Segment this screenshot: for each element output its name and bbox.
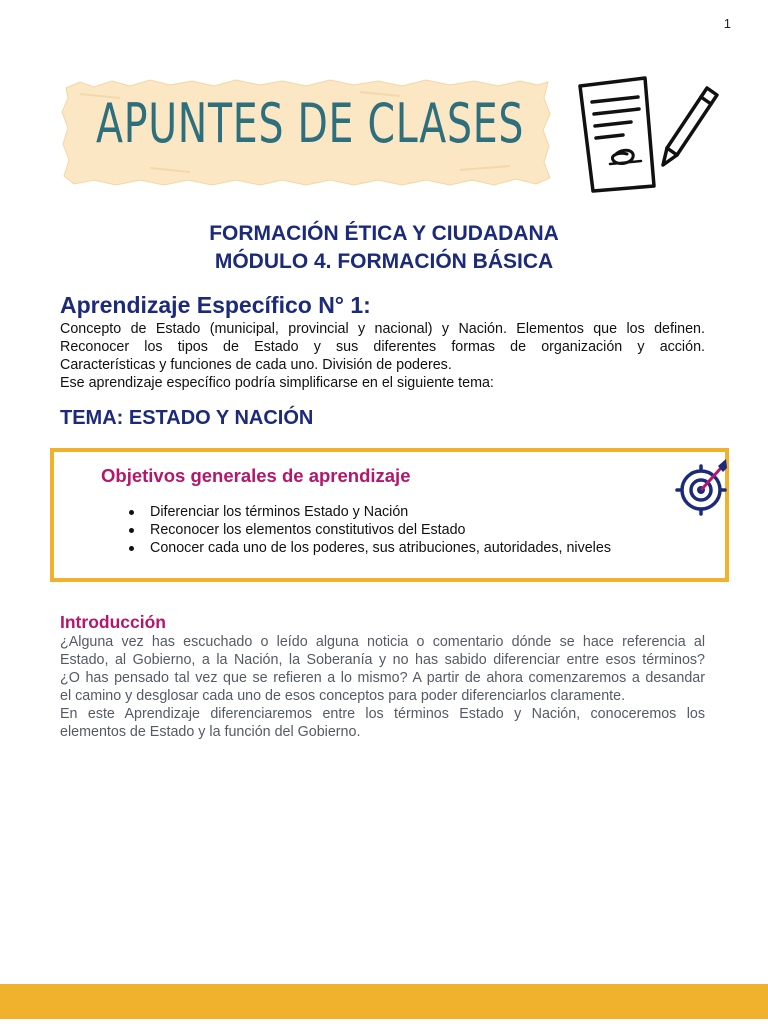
- intro-heading: Introducción: [60, 612, 166, 632]
- learning-description: [60, 320, 705, 392]
- notes-pencil-icon: [575, 74, 720, 196]
- learning-line: Características y funciones de cada uno. División de poderes.: [60, 357, 452, 373]
- intro-paragraph: [60, 633, 705, 741]
- objectives-list: [150, 503, 611, 557]
- objectives-title: Objetivos generales de aprendizaje: [101, 465, 411, 486]
- page-number: 1: [723, 16, 731, 31]
- intro-line: Estado, al Gobierno, a la Nación, la Soberanía y no has sabido diferenciar entre esos términos?: [60, 652, 705, 668]
- target-icon: [675, 456, 731, 518]
- learning-line: Concepto de Estado (municipal, provincial y nacional) y Nación. Elementos que los definen.: [60, 321, 705, 337]
- intro-line: elementos de Estado y la función del Gobierno.: [60, 724, 361, 740]
- banner-title: APUNTES DE CLASES: [96, 92, 525, 155]
- learning-line: Reconocer los tipos de Estado y sus diferentes formas de organización y acción.: [60, 339, 705, 355]
- topic-heading: TEMA: ESTADO Y NACIÓN: [60, 407, 314, 429]
- objective-item: Reconocer los elementos constitutivos del Estado: [150, 521, 611, 539]
- objective-item: Conocer cada uno de los poderes, sus atribuciones, autoridades, niveles: [150, 540, 611, 556]
- objectives-box: [50, 448, 729, 582]
- footer-bar: [0, 984, 768, 1019]
- objective-item: Diferenciar los términos Estado y Nación: [150, 503, 611, 521]
- learning-heading: Aprendizaje Específico N° 1:: [60, 292, 371, 318]
- module-title: MÓDULO 4. FORMACIÓN BÁSICA: [214, 250, 554, 273]
- learning-line: Ese aprendizaje específico podría simplificarse en el siguiente tema:: [60, 375, 494, 391]
- intro-line: el camino y desglosar cada uno de esos conceptos para poder diferenciarlos claramente.: [60, 688, 626, 704]
- intro-line: ¿Alguna vez has escuchado o leído alguna noticia o comentario dónde se hace referencia al: [60, 634, 705, 650]
- course-title: FORMACIÓN ÉTICA Y CIUDADANA: [209, 222, 559, 245]
- intro-line: ¿O has pensado tal vez que se refieren a lo mismo? A partir de ahora comenzaremos a desandar: [60, 670, 705, 686]
- intro-line: En este Aprendizaje diferenciaremos entre los términos Estado y Nación, conoceremos los: [60, 706, 705, 722]
